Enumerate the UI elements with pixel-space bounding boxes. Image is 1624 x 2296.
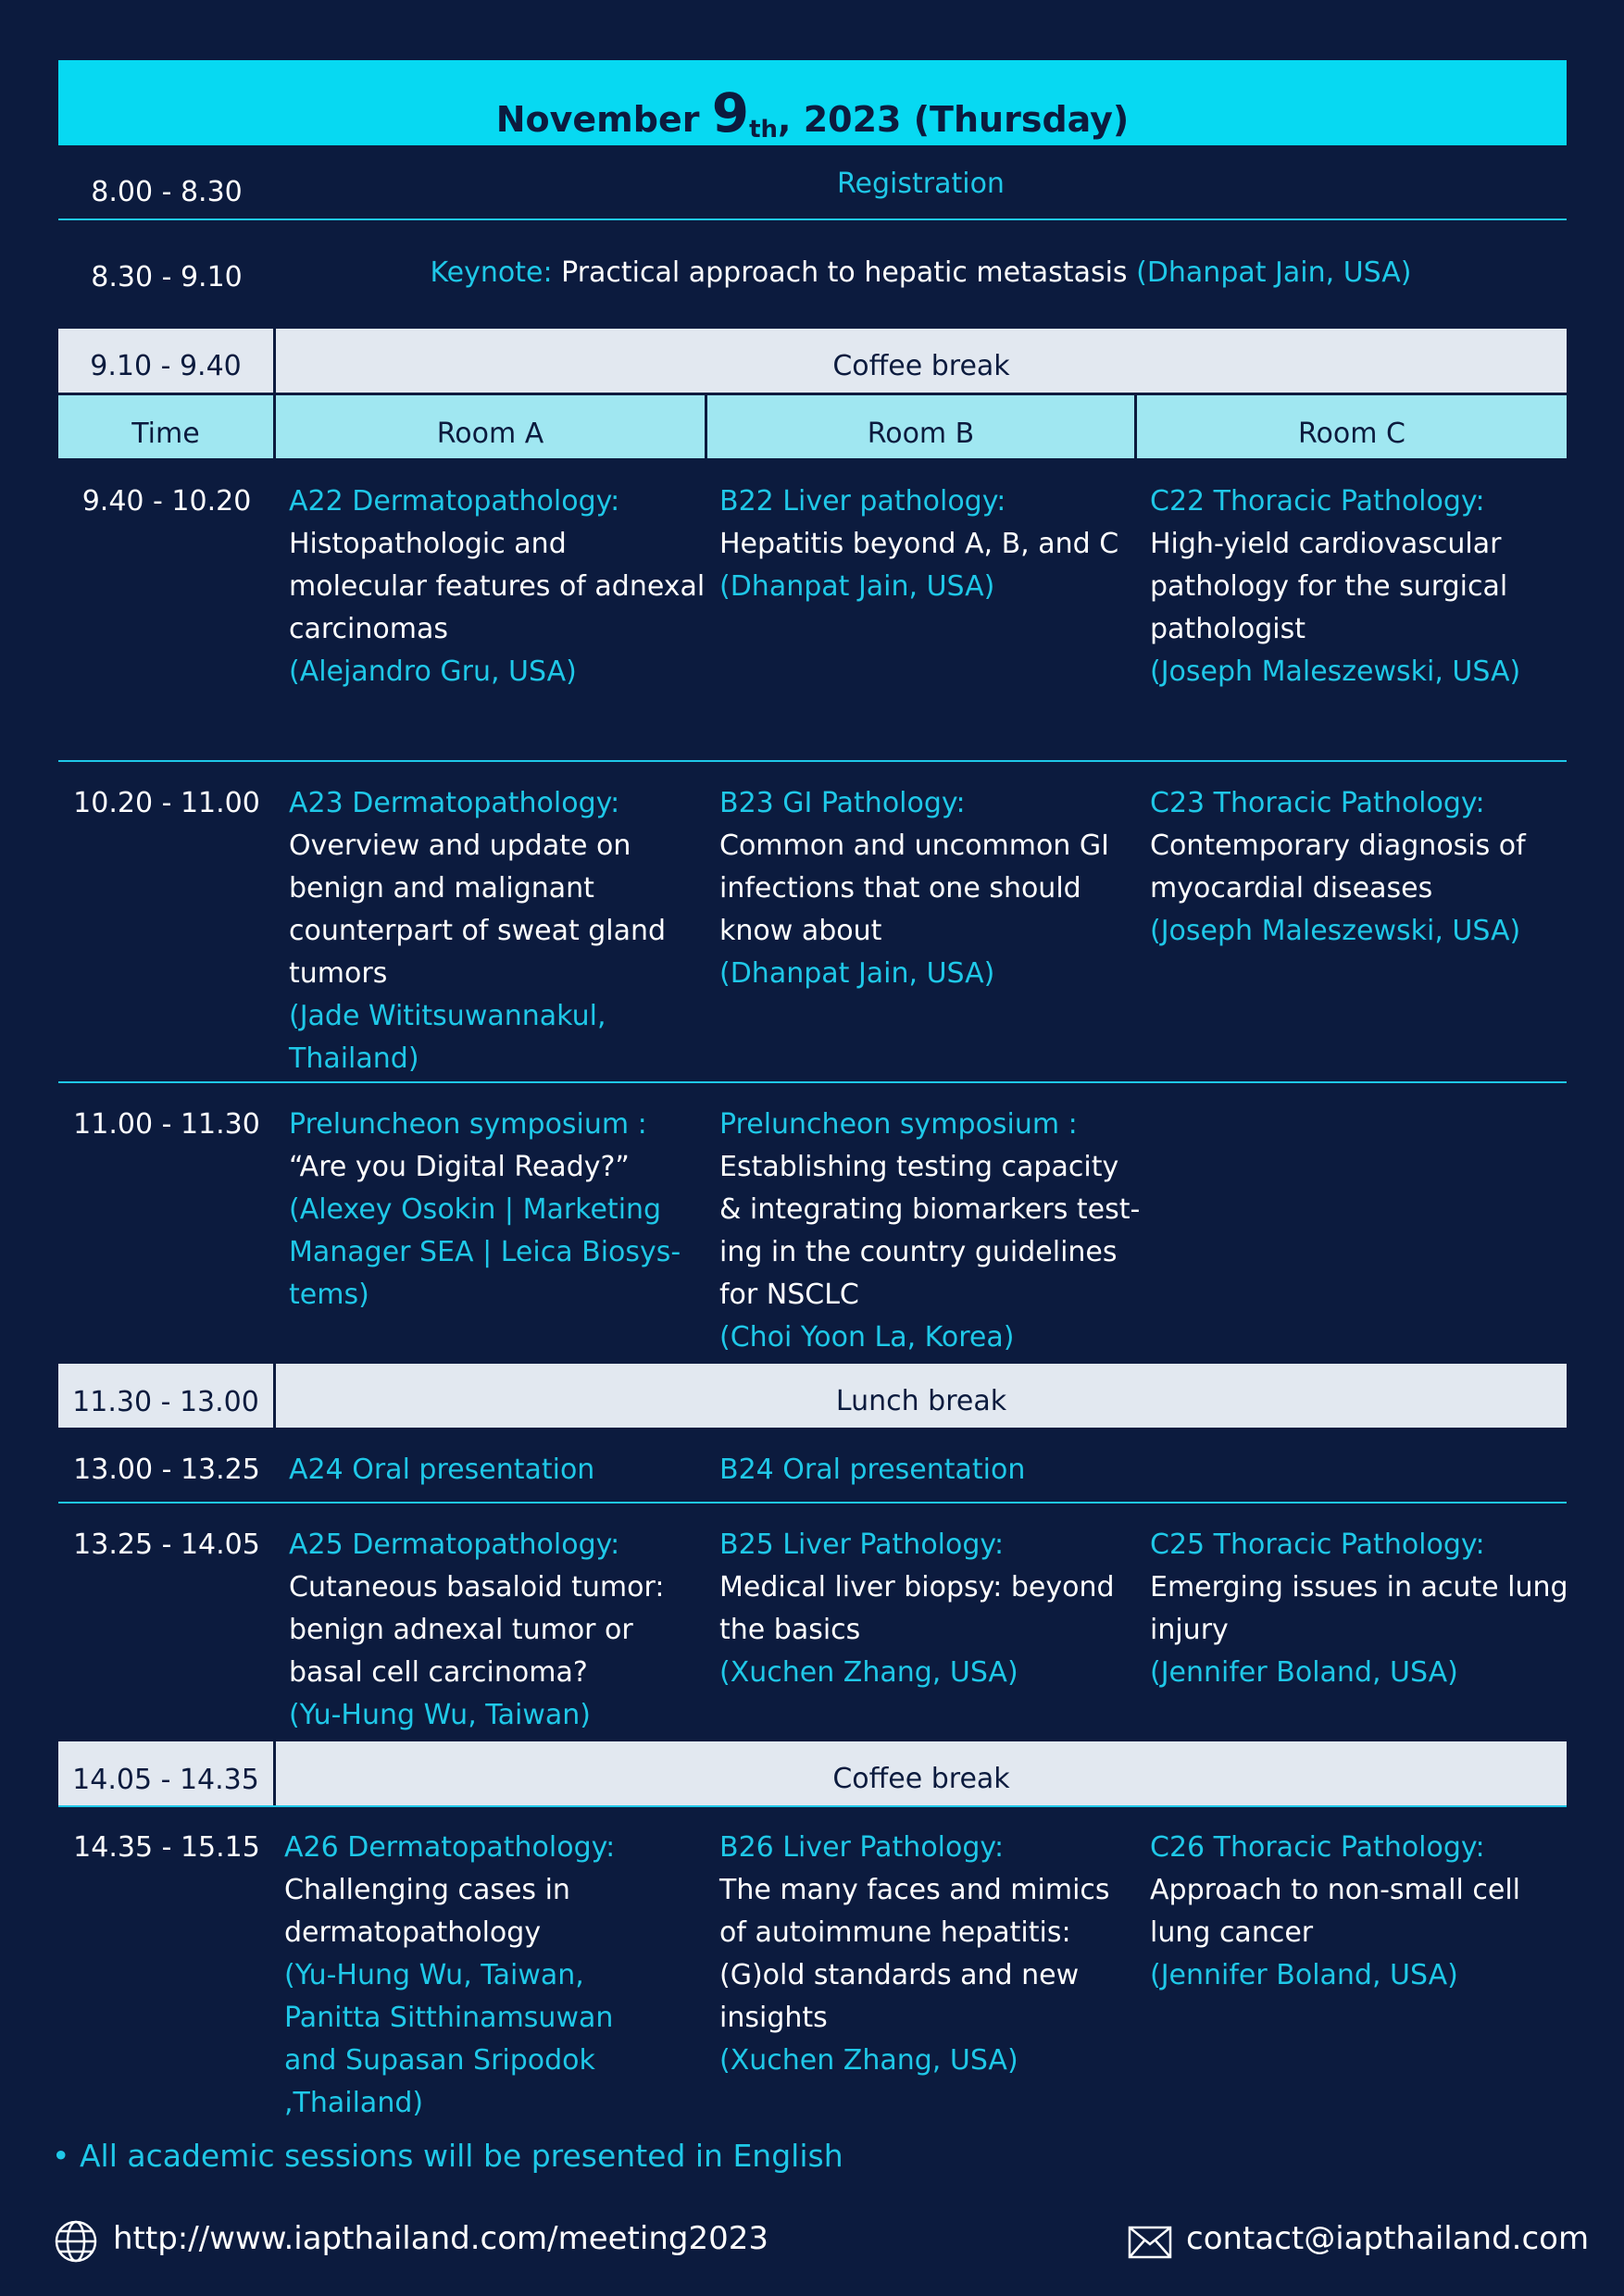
session-topic: benign and malignant: [289, 872, 594, 905]
session-title: A22 Dermatopathology:: [289, 485, 620, 518]
session-speaker: Manager SEA | Leica Biosys-: [289, 1236, 681, 1268]
session-a23: [289, 782, 706, 1080]
session-title: C25 Thoracic Pathology:: [1150, 1529, 1485, 1561]
session-c22: [1150, 480, 1567, 693]
session-title: C23 Thoracic Pathology:: [1150, 787, 1485, 819]
session-topic: (G)old standards and new: [719, 1959, 1080, 1991]
session-c25: [1150, 1524, 1567, 1694]
header-month: November: [495, 99, 700, 140]
divider: [58, 1805, 1567, 1807]
session-topic: Contemporary diagnosis of: [1150, 830, 1526, 862]
room-c-header: Room C: [1137, 395, 1567, 458]
session-topic: Challenging cases in: [284, 1874, 570, 1906]
session-topic: Overview and update on: [289, 830, 631, 862]
session-speaker: (Jennifer Boland, USA): [1150, 1959, 1458, 1991]
session-time: 13.25 - 14.05: [73, 1529, 260, 1561]
registration-label: Registration: [837, 168, 1005, 200]
session-speaker: (Xuchen Zhang, USA): [719, 2044, 1018, 2077]
session-speaker: (Joseph Maleszewski, USA): [1150, 655, 1521, 688]
coffee-break-time: 14.05 - 14.35: [72, 1764, 259, 1796]
divider: [58, 1081, 1567, 1083]
session-topic: High-yield cardiovascular: [1150, 528, 1502, 560]
session-title: B26 Liver Pathology:: [719, 1831, 1005, 1864]
registration-time: 8.00 - 8.30: [91, 176, 243, 208]
session-speaker: (Dhanpat Jain, USA): [719, 957, 995, 990]
session-time: 14.35 - 15.15: [73, 1831, 260, 1864]
contact-email-link[interactable]: contact@iapthailand.com: [1186, 2220, 1590, 2257]
session-title: C26 Thoracic Pathology:: [1150, 1831, 1485, 1864]
session-title: Preluncheon symposium :: [719, 1108, 1078, 1141]
session-prelunch-b: [719, 1104, 1141, 1359]
session-speaker: (Jade Wititsuwannakul,: [289, 1000, 606, 1032]
header-rest: , 2023 (Thursday): [778, 99, 1130, 140]
session-topic: ing in the country guidelines: [719, 1236, 1118, 1268]
session-topic: lung cancer: [1150, 1916, 1314, 1949]
session-topic: Histopathologic and: [289, 528, 567, 560]
keynote-title: Practical approach to hepatic metastasis: [561, 256, 1128, 289]
session-topic: of autoimmune hepatitis:: [719, 1916, 1071, 1949]
session-b26: [719, 1827, 1136, 2082]
session-prelunch-a: [289, 1104, 706, 1316]
session-speaker: Panitta Sitthinamsuwan: [284, 2002, 614, 2034]
session-topic: for NSCLC: [719, 1279, 859, 1311]
session-topic: insights: [719, 2002, 828, 2034]
session-title: A23 Dermatopathology:: [289, 787, 620, 819]
keynote-row: [275, 256, 1567, 289]
session-time: 11.00 - 11.30: [73, 1108, 260, 1141]
globe-icon: [54, 2219, 98, 2264]
session-topic: Cutaneous basaloid tumor:: [289, 1571, 665, 1603]
session-title: A25 Dermatopathology:: [289, 1529, 620, 1561]
session-speaker: (Joseph Maleszewski, USA): [1150, 915, 1521, 947]
divider: [58, 218, 1567, 220]
session-topic: molecular features of adnexal: [289, 570, 706, 603]
session-topic: myocardial diseases: [1150, 872, 1433, 905]
session-speaker: (Dhanpat Jain, USA): [719, 570, 995, 603]
session-time: 9.40 - 10.20: [81, 485, 252, 518]
session-c23: [1150, 782, 1567, 953]
session-speaker: (Jennifer Boland, USA): [1150, 1656, 1458, 1689]
keynote-prefix: Keynote:: [430, 256, 553, 289]
header-day: 9: [711, 81, 750, 144]
divider: [58, 760, 1567, 762]
session-speaker: Thailand): [289, 1042, 419, 1075]
room-a-header: Room A: [276, 395, 705, 458]
session-topic: Establishing testing capacity: [719, 1151, 1119, 1183]
keynote-speaker: (Dhanpat Jain, USA): [1136, 256, 1412, 289]
session-topic: Approach to non-small cell: [1150, 1874, 1520, 1906]
lunch-break-label: Lunch break: [276, 1364, 1567, 1428]
session-topic: & integrating biomarkers test-: [719, 1193, 1141, 1226]
session-topic: Medical liver biopsy: beyond: [719, 1571, 1115, 1603]
session-topic: Hepatitis beyond A, B, and C: [719, 528, 1119, 560]
website-link[interactable]: http://www.iapthailand.com/meeting2023: [113, 2220, 768, 2257]
session-topic: know about: [719, 915, 882, 947]
session-speaker: and Supasan Sripodok: [284, 2044, 595, 2077]
session-topic: The many faces and mimics: [719, 1874, 1110, 1906]
session-topic: injury: [1150, 1614, 1229, 1646]
session-speaker: ,Thailand): [284, 2087, 424, 2119]
session-topic: carcinomas: [289, 613, 448, 645]
header-day-suffix: th: [749, 116, 779, 144]
date-header: [58, 60, 1567, 145]
session-time: 10.20 - 11.00: [73, 787, 260, 819]
session-speaker: (Xuchen Zhang, USA): [719, 1656, 1018, 1689]
session-topic: infections that one should: [719, 872, 1081, 905]
session-title: Preluncheon symposium :: [289, 1108, 647, 1141]
session-title: B22 Liver pathology:: [719, 485, 1006, 518]
session-title: C22 Thoracic Pathology:: [1150, 485, 1485, 518]
coffee-break-label: Coffee break: [276, 329, 1567, 393]
session-topic: basal cell carcinoma?: [289, 1656, 588, 1689]
room-b-header: Room B: [707, 395, 1134, 458]
session-topic: dermatopathology: [284, 1916, 542, 1949]
session-topic: pathology for the surgical: [1150, 570, 1508, 603]
session-speaker: tems): [289, 1279, 369, 1311]
session-topic: tumors: [289, 957, 388, 990]
session-speaker: (Yu-Hung Wu, Taiwan): [289, 1699, 591, 1731]
session-speaker: (Choi Yoon La, Korea): [719, 1321, 1015, 1354]
session-a22: [289, 480, 706, 693]
session-topic: pathologist: [1150, 613, 1306, 645]
oral-presentation-a: A24 Oral presentation: [289, 1454, 595, 1486]
oral-presentation-b: B24 Oral presentation: [719, 1454, 1026, 1486]
coffee-break-time: 9.10 - 9.40: [90, 350, 242, 382]
session-title: B25 Liver Pathology:: [719, 1529, 1005, 1561]
session-topic: Emerging issues in acute lung: [1150, 1571, 1568, 1603]
session-speaker: (Alexey Osokin | Marketing: [289, 1193, 662, 1226]
session-topic: Common and uncommon GI: [719, 830, 1109, 862]
coffee-break-label: Coffee break: [276, 1741, 1567, 1805]
session-speaker: (Alejandro Gru, USA): [289, 655, 577, 688]
session-title: B23 GI Pathology:: [719, 787, 966, 819]
session-a25: [289, 1524, 706, 1737]
keynote-time: 8.30 - 9.10: [91, 261, 243, 293]
time-column-header: Time: [58, 395, 273, 458]
mail-icon: [1128, 2226, 1172, 2259]
divider: [58, 1502, 1567, 1504]
session-topic: “Are you Digital Ready?”: [289, 1151, 630, 1183]
session-topic: the basics: [719, 1614, 861, 1646]
lunch-break-time: 11.30 - 13.00: [72, 1386, 259, 1418]
oral-time: 13.00 - 13.25: [73, 1454, 260, 1486]
session-a26: [284, 1827, 701, 2125]
session-topic: counterpart of sweat gland: [289, 915, 667, 947]
session-topic: benign adnexal tumor or: [289, 1614, 633, 1646]
session-speaker: (Yu-Hung Wu, Taiwan,: [284, 1959, 584, 1991]
session-c26: [1150, 1827, 1567, 1997]
session-title: A26 Dermatopathology:: [284, 1831, 616, 1864]
session-b25: [719, 1524, 1136, 1694]
session-b23: [719, 782, 1136, 995]
language-note: • All academic sessions will be presented in English: [52, 2138, 843, 2174]
session-b22: [719, 480, 1136, 608]
